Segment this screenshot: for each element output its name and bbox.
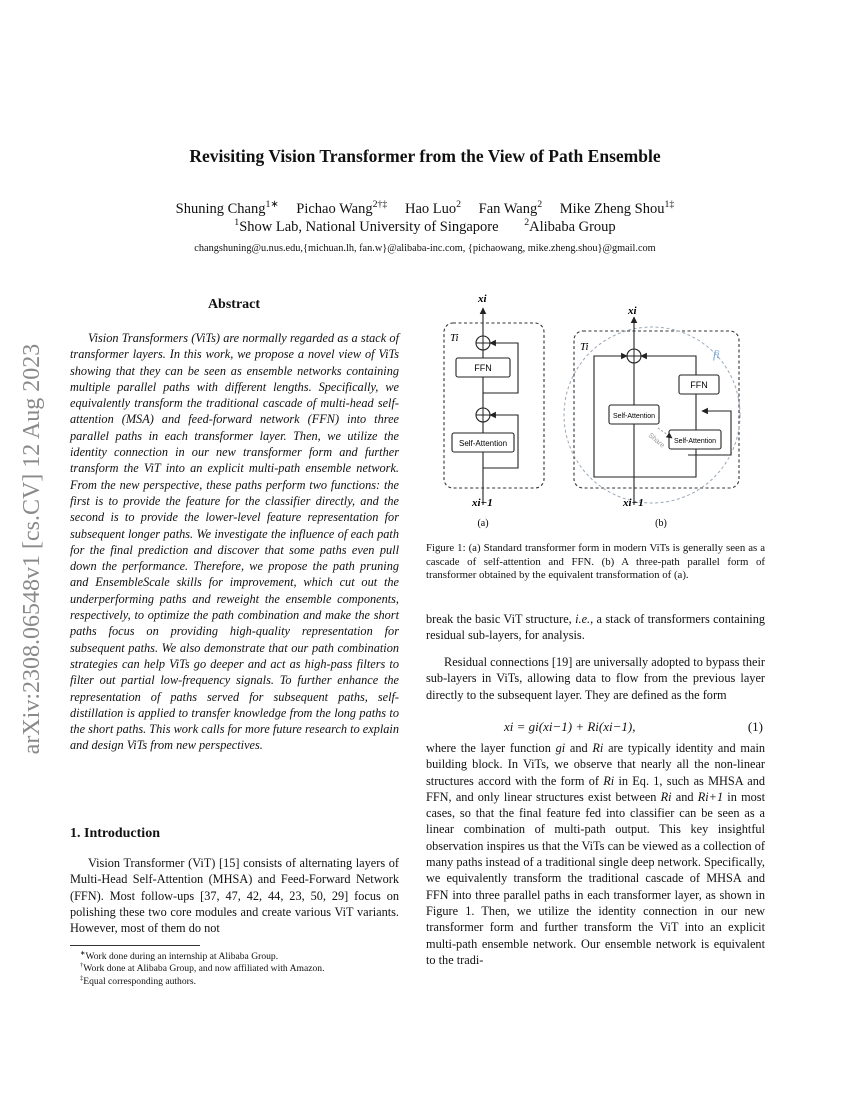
observation-paragraph: where the layer function gi and Ri are typically identity and main building block. In ViTs, we observe that nearly all the non-linear structures accord with the form of Ri in Eq. 1, such as MHSA and FFN, and only linear structures exist between Ri and Ri+1 in most cases, so that the final feature fed into classifier can be seen as a linear combination of multi-path output. This key insightful observation inspires us that the ViTs can be viewed as a collection of many paths instead of a traditional single deep network. Specifically, we equivalently transform the traditional cascade of MHSA and FFN into three parallel paths in each transformer layer, as shown in Figure 1. Then, we utilize the identity connection in our new transformer form and further transform the ViT into an explicit multi-path ensemble network. Our ensemble network is equivalent to the tradi- [426, 741, 766, 967]
author: Shuning Chang$^{1∗}$ [175, 199, 279, 217]
author-list [0, 201, 850, 218]
fig-b-attn-right-label: Self-Attention [673, 438, 717, 445]
fig-b-fi-label: fi [713, 347, 720, 361]
author: Fan Wang$^2$ [478, 199, 543, 217]
arxiv-identifier: arXiv:2308.06548v1 [cs.CV] 12 Aug 2023 [19, 343, 45, 755]
fig-b-top-label: xi [628, 305, 637, 317]
equation-number: (1) [747, 719, 763, 734]
introduction-heading: 1. Introduction [70, 826, 160, 841]
fig-a-attn-label: Self-Attention [458, 439, 508, 448]
author: Pichao Wang$^{2\dagger\ddagger}$ [296, 199, 388, 217]
author-emails: changshuning@u.nus.edu,{michuan.lh, fan.w}@alibaba-inc.com, {pichaowang, mike.zheng.shou}@gmail.com [194, 243, 656, 254]
abstract-heading: Abstract [207, 297, 261, 312]
fig-b-subcaption: (b) [655, 518, 667, 529]
fig-a-top-label: xi [478, 293, 487, 305]
footnote: ‡Equal corresponding authors. [80, 974, 196, 987]
fig-b-attn-left-label: Self-Attention [612, 413, 656, 420]
author: Hao Luo$^2$ [404, 199, 462, 217]
paper-title: Revisiting Vision Transformer from the View of Path Ensemble [189, 146, 661, 166]
equation-body: xi = gi(xi−1) + Ri(xi−1), [504, 719, 636, 734]
footnotes [70, 951, 399, 988]
abstract-text: Vision Transformers (ViTs) are normally regarded as a stack of transformer layers. In this work, we propose a novel view of ViTs showing that they can be seen as ensemble networks containing multiple parallel paths with different lengths. Specifically, we equivalently transform the traditional cascade of multi-head self-attention (MSA) and feed-forward network (FFN) into three parallel paths in each transformer layer. Then, we utilize the identity connection in our new transformer form and further transform the ViT into an explicit multi-path ensemble network. From the new perspective, these paths perform two functions: the first is to provide the feature for the classifier directly, and the second is to provide the lower-level feature representation for subsequent longer paths. We investigate the influence of each path for the final prediction and discover that some paths even pull down the performance. Therefore, we propose the path pruning and EnsembleScale skills for improvement, which cut out the underperforming paths and reweight the ensemble components, respectively, to optimize the path combination and make the short paths focus on providing high-quality representation for subsequent paths. We also demonstrate that our path combination strategies can help ViTs go deeper and act as high-pass filters to filter out partial low-frequency signals. To further enhance the representation of paths served for subsequent paths, self-distillation is applied to transfer knowledge from the long paths to the short paths. This work calls for more future research to explain and design ViTs from new perspectives. [70, 331, 399, 753]
fig-b-ffn-label: FFN [690, 380, 708, 390]
figure-1-caption: Figure 1: (a) Standard transformer form in modern ViTs is generally seen as a cascade of self-attention and FFN. (b) A three-path parallel form of transformer obtained by the equivalent transformation of (a). [426, 542, 765, 582]
figure-1b-diagram [564, 317, 740, 505]
fig-a-ffn-label: FFN [474, 363, 492, 373]
author: Mike Zheng Shou$^{1\ddagger}$ [559, 199, 675, 217]
introduction-paragraph-continued: break the basic ViT structure, i.e., a stack of transformers containing residual sub-layers, for analysis. [426, 612, 765, 643]
footnote: †Work done at Alibaba Group, and now affiliated with Amazon. [80, 962, 325, 975]
fig-a-bottom-label: xi−1 [472, 497, 493, 509]
footnote-divider [70, 945, 200, 946]
footnote: ∗Work done during an internship at Alibaba Group. [80, 949, 279, 962]
fig-b-share-label: Share [646, 432, 666, 450]
figure-1a-diagram [444, 308, 544, 505]
layer-box [444, 323, 544, 488]
fig-b-layer-label: Ti [580, 341, 589, 353]
fig-a-subcaption: (a) [477, 518, 489, 529]
equation-1 [426, 719, 765, 737]
affiliations [0, 219, 850, 236]
fig-b-bottom-label: xi−1 [623, 497, 644, 509]
introduction-paragraph: Vision Transformer (ViT) [15] consists of alternating layers of Multi-Head Self-Attention (MHSA) and Feed-Forward Network (FFN). Most follow-ups [37, 47, 42, 44, 23, 50, 29] focus on polishing these two core modules and create various ViT variants. However, most of them do not [70, 856, 399, 936]
fig-a-layer-label: Ti [450, 332, 459, 344]
affiliation: $^2$Alibaba Group [524, 217, 616, 235]
figure-1 [426, 288, 766, 534]
affiliation: $^1$Show Lab, National University of Singapore [234, 217, 499, 235]
residual-paragraph: Residual connections [19] are universally adopted to bypass their sub-layers in ViTs, allowing data to flow from the previous layer directly to the subsequent layer. They are defined as the form [426, 655, 765, 702]
